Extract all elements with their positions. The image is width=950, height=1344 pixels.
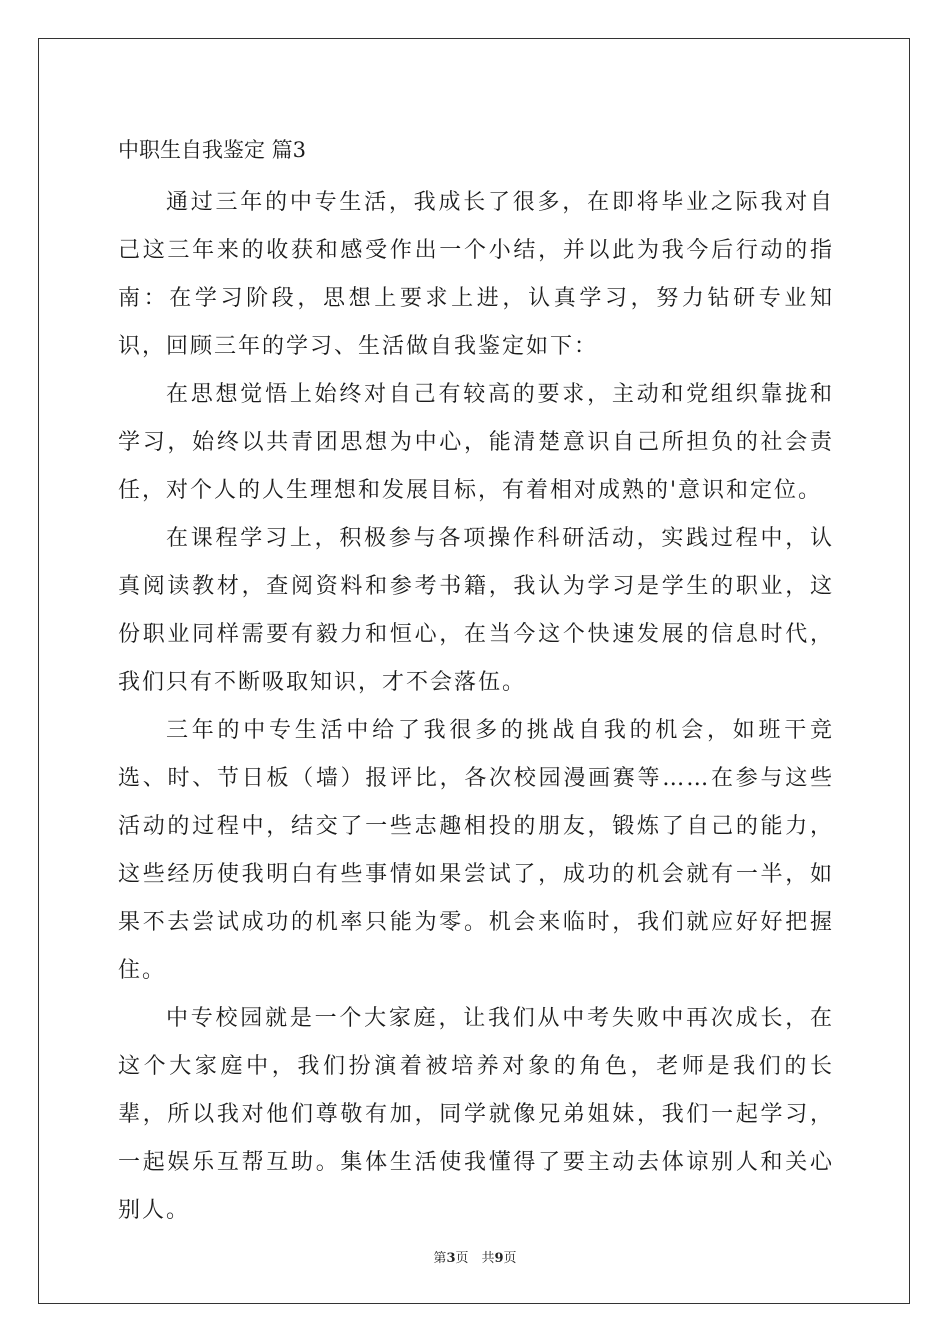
paragraph-5: 中专校园就是一个大家庭，让我们从中考失败中再次成长，在这个大家庭中，我们扮演着被培养对象的角色，老师是我们的长辈，所以我对他们尊敬有加，同学就像兄弟姐妹，我们一起学习，一起娱乐互帮互助。集体生活使我懂得了要主动去体谅别人和关心别人。 xyxy=(118,1006,834,1223)
page-suffix: 页 xyxy=(503,1251,517,1266)
page-prefix: 第 xyxy=(433,1251,447,1266)
page-total: 9 xyxy=(494,1251,504,1266)
document-body xyxy=(118,128,834,1235)
paragraph-3: 在课程学习上，积极参与各项操作科研活动，实践过程中，认真阅读教材，查阅资料和参考书籍，我认为学习是学生的职业，这份职业同样需要有毅力和恒心，在当今这个快速发展的信息时代，我们只有不断吸取知识，才不会落伍。 xyxy=(118,526,834,695)
paragraph-4: 三年的中专生活中给了我很多的挑战自我的机会，如班干竞选、时、节日板（墙）报评比，各次校园漫画赛等……在参与这些活动的过程中，结交了一些志趣相投的朋友，锻炼了自己的能力，这些经历使我明白有些事情如果尝试了，成功的机会就有一半，如果不去尝试成功的机率只能为零。机会来临时，我们就应好好把握住。 xyxy=(118,718,834,983)
page-mid: 页 共 xyxy=(455,1251,495,1266)
document-title: 中职生自我鉴定 篇3 xyxy=(118,138,307,162)
paragraph-1: 通过三年的中专生活，我成长了很多，在即将毕业之际我对自己这三年来的收获和感受作出一个小结，并以此为我今后行动的指南：在学习阶段，思想上要求上进，认真学习，努力钻研专业知识，回顾三年的学习、生活做自我鉴定如下： xyxy=(118,190,834,359)
page-current: 3 xyxy=(446,1251,456,1266)
paragraph-2: 在思想觉悟上始终对自己有较高的要求，主动和党组织靠拢和学习，始终以共青团思想为中心，能清楚意识自己所担负的社会责任，对个人的人生理想和发展目标，有着相对成熟的'意识和定位。 xyxy=(118,382,834,503)
page-footer xyxy=(0,1247,950,1266)
